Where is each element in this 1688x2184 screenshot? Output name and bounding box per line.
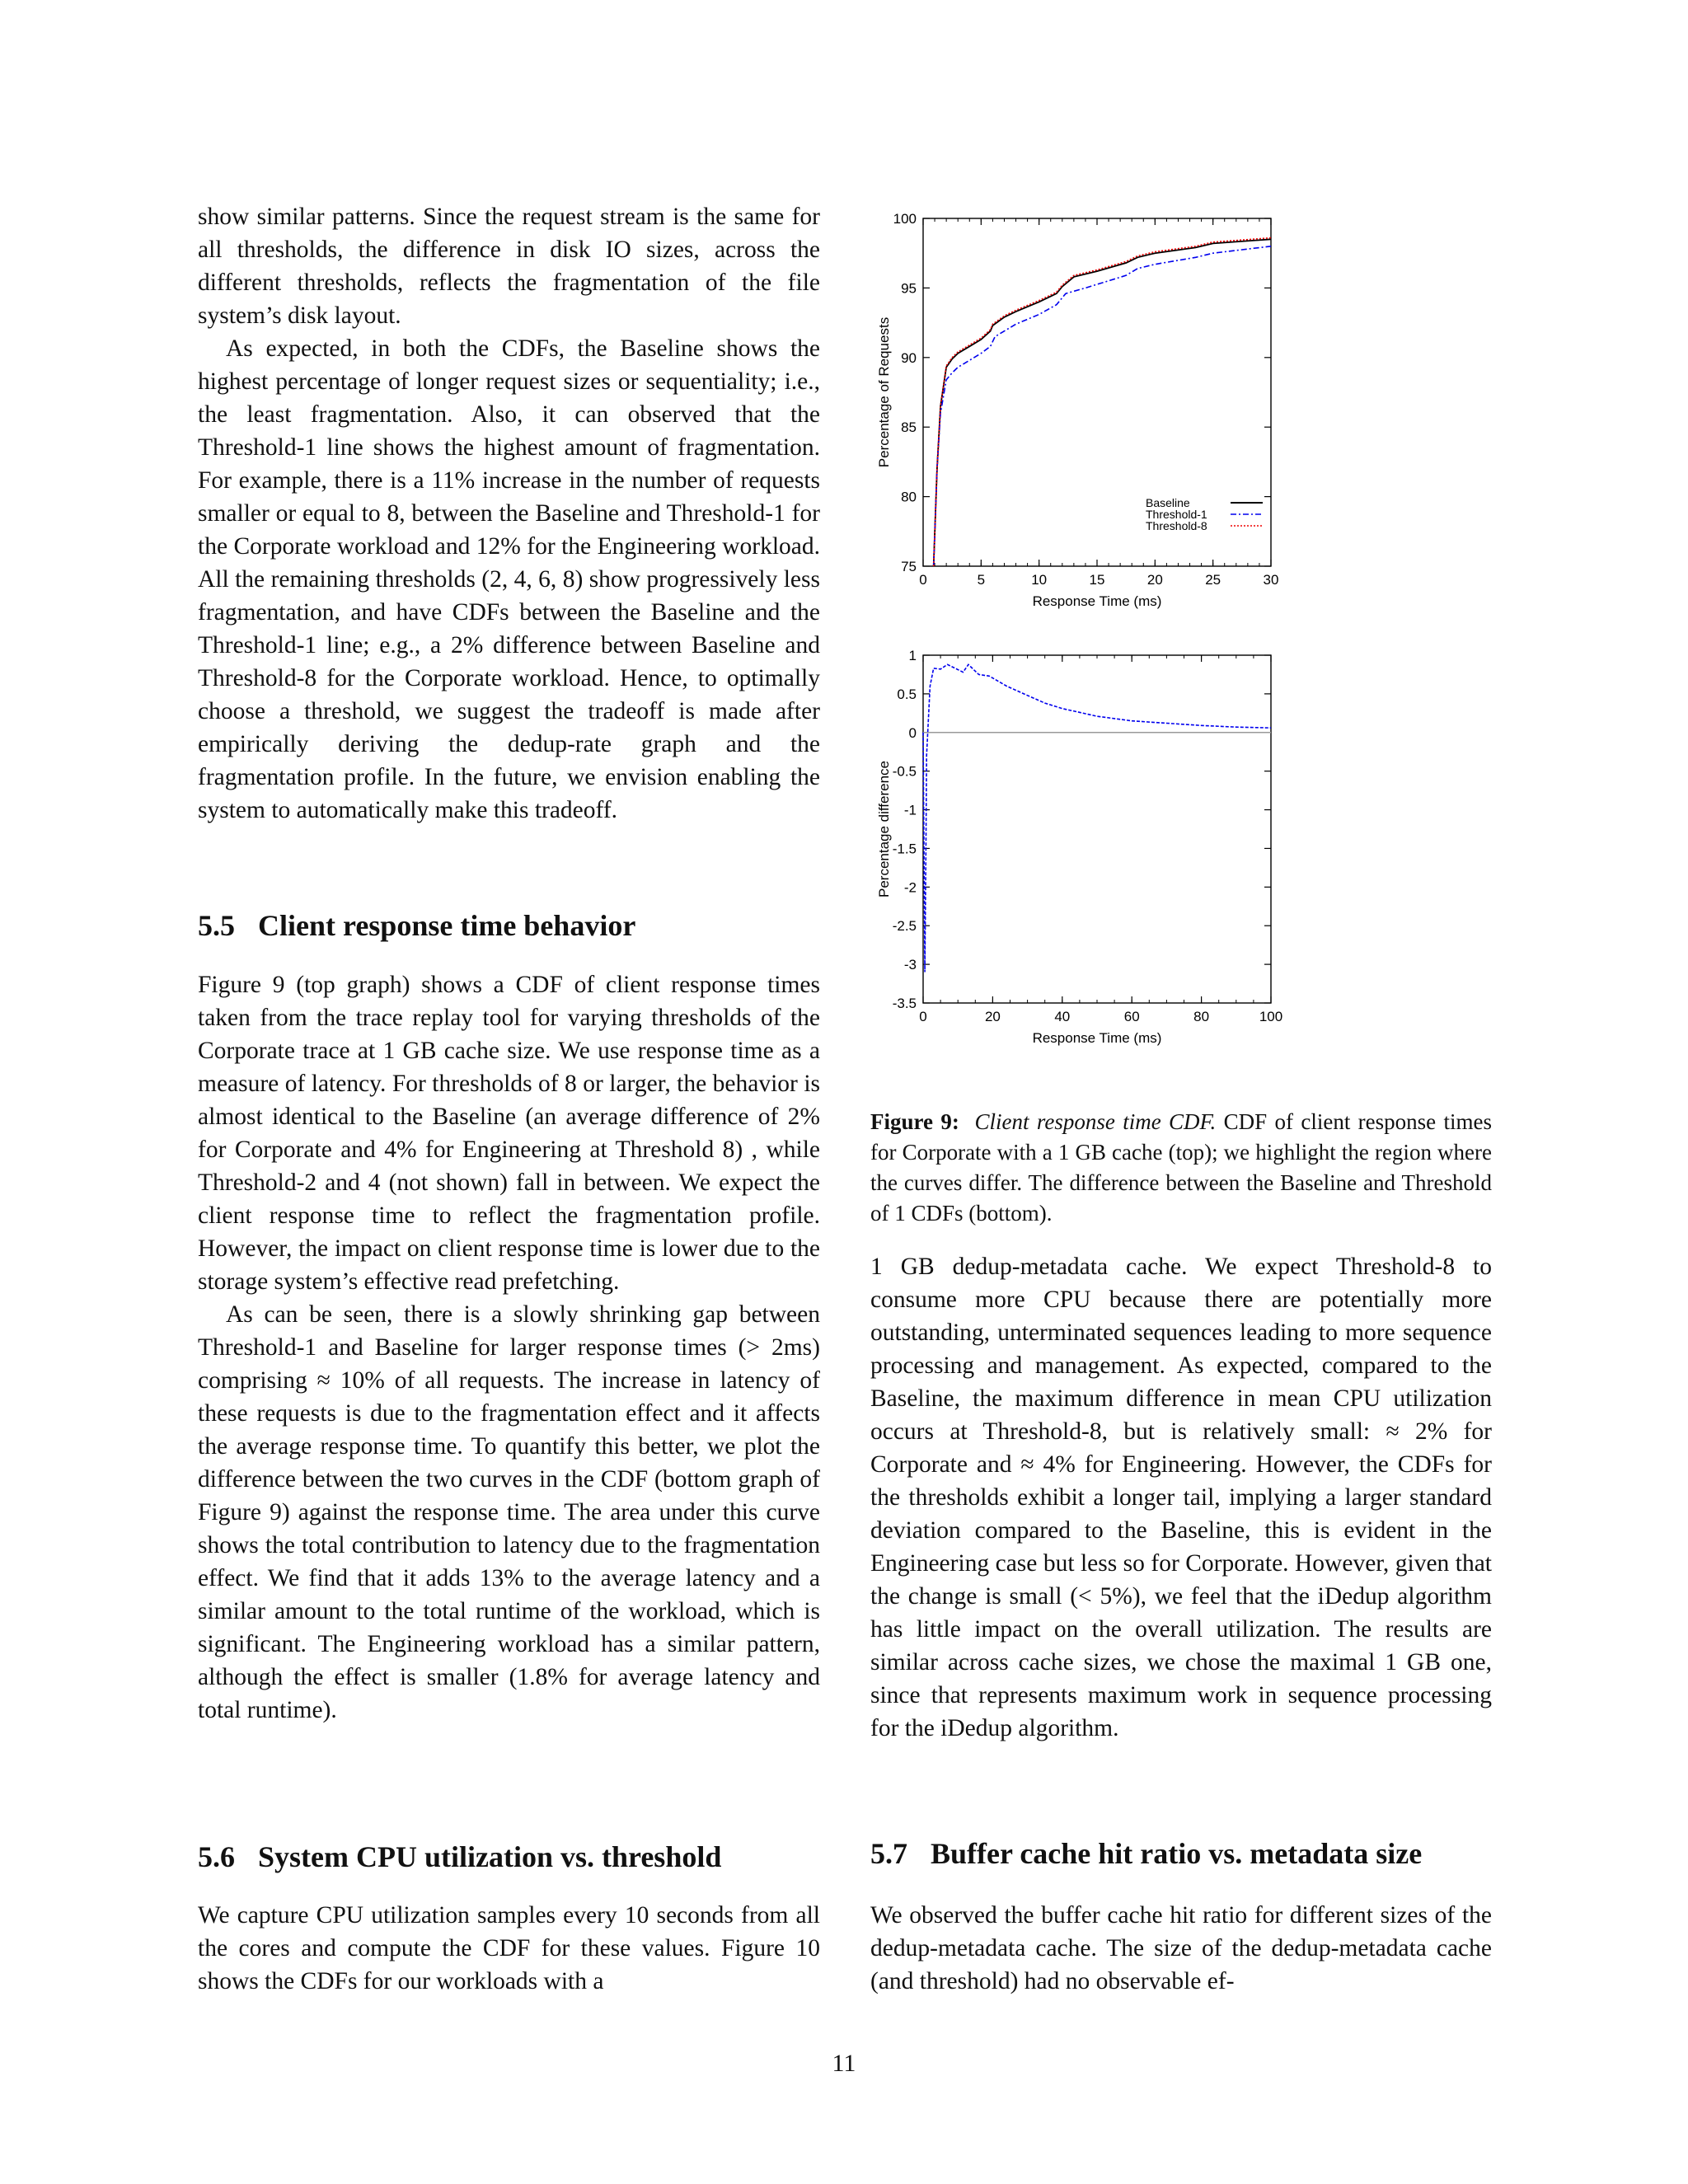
caption-label: Figure 9: bbox=[870, 1109, 959, 1134]
paragraph: Figure 9 (top graph) shows a CDF of client response times taken from the trace replay tool for varying thresholds of the Corporate trace at 1 GB cache size. We use response time as a measure of latency. For thresholds of 8 or larger, the behavior is almost identical to the Baseline (an average difference of 2% for Corporate and 4% for Engineering at Threshold 8) , while Threshold-2 and 4 (not shown) fall in between. We expect the client response time to reflect the fragmentation profile. However, the impact on client response time is lower due to the storage system’s effective read prefetching. bbox=[198, 972, 820, 1295]
x-tick-label: 40 bbox=[1054, 1009, 1071, 1024]
x-axis-label: Response Time (ms) bbox=[1032, 593, 1162, 609]
y-tick-label: -1.5 bbox=[892, 841, 917, 857]
x-tick-label: 0 bbox=[919, 572, 927, 588]
paragraph: show similar patterns. Since the request stream is the same for all thresholds, the difference in disk IO sizes, across the different thresholds, reflects the fragmentation of the file system’s disk layout. bbox=[198, 204, 820, 329]
legend-label: Threshold-8 bbox=[1146, 519, 1207, 532]
caption-text: CDF of client response times for Corporate with a 1 GB cache (top); we highlight the region where the curves differ. The difference between the Baseline and Threshold of 1 CDFs (bottom). bbox=[870, 1109, 1492, 1226]
section-number: 5.7 bbox=[870, 1837, 907, 1870]
y-tick-label: 85 bbox=[901, 419, 917, 436]
right-column-bottom bbox=[870, 1899, 1492, 1998]
y-tick-label: -2 bbox=[903, 879, 917, 896]
legend-label: Threshold-1 bbox=[1146, 508, 1207, 521]
left-column-top bbox=[198, 200, 820, 827]
paragraph: We observed the buffer cache hit ratio for different sizes of the dedup-metadata cache. The size of the dedup-metadata cache (and threshold) had no observable ef- bbox=[870, 1902, 1492, 1994]
cdf-chart-top bbox=[865, 198, 1492, 643]
page-number: 11 bbox=[832, 2050, 856, 2077]
difference-chart-bottom bbox=[865, 635, 1492, 1080]
left-column-middle bbox=[198, 968, 820, 1727]
series-line-threshold-1 bbox=[934, 246, 1271, 566]
section-title: Client response time behavior bbox=[258, 909, 636, 942]
x-tick-label: 5 bbox=[977, 572, 986, 588]
y-tick-label: 95 bbox=[901, 280, 917, 297]
caption-title: Client response time CDF. bbox=[974, 1109, 1217, 1134]
y-tick-label: 80 bbox=[901, 489, 917, 505]
section-heading-5-6 bbox=[198, 1840, 721, 1874]
series-line-baseline bbox=[934, 239, 1271, 566]
y-tick-label: 75 bbox=[901, 559, 917, 574]
right-column-top bbox=[870, 1250, 1492, 1745]
section-number: 5.5 bbox=[198, 909, 235, 942]
y-tick-label: -1 bbox=[903, 802, 917, 818]
section-number: 5.6 bbox=[198, 1840, 235, 1873]
x-tick-label: 30 bbox=[1263, 572, 1279, 588]
y-tick-label: 0.5 bbox=[897, 686, 917, 702]
section-heading-5-5 bbox=[198, 908, 635, 943]
x-tick-label: 20 bbox=[984, 1009, 1001, 1024]
paragraph: As can be seen, there is a slowly shrinking gap between Threshold-1 and Baseline for larger response times (> 2ms) comprising ≈ 10% of all requests. The increase in latency of these requests is due to the fragmentation effect and it affects the average response time. To quantify this better, we plot the difference between the two curves in the CDF (bottom graph of Figure 9) against the response time. The area under this curve shows the total contribution to latency due to the fragmentation effect. We find that it adds 13% to the average latency and a similar amount to the total runtime of the workload, which is significant. The Engineering workload has a similar pattern, although the effect is smaller (1.8% for average latency and total runtime). bbox=[198, 1301, 820, 1723]
x-tick-label: 25 bbox=[1205, 572, 1221, 588]
paragraph: 1 GB dedup-metadata cache. We expect Threshold-8 to consume more CPU because there are potentially more outstanding, unterminated sequences leading to more sequence processing and management. As expected, compared to the Baseline, the maximum difference in mean CPU utilization occurs at Threshold-8, but is relatively small: ≈ 2% for Corporate and ≈ 4% for Engineering. However, the CDFs for the thresholds exhibit a longer tail, implying a larger standard deviation compared to the Baseline, this is evident in the Engineering case but less so for Corporate. However, given that the change is small (< 5%), we feel that the iDedup algorithm has little impact on the overall utilization. The results are similar across cache sizes, we chose the maximal 1 GB one, since that represents maximum work in sequence processing for the iDedup algorithm. bbox=[870, 1254, 1492, 1741]
y-tick-label: -2.5 bbox=[892, 918, 917, 935]
x-tick-label: 20 bbox=[1146, 572, 1163, 588]
left-column-bottom bbox=[198, 1899, 820, 1998]
section-heading-5-7 bbox=[870, 1836, 1422, 1871]
legend-label: Baseline bbox=[1146, 496, 1190, 509]
y-tick-label: 100 bbox=[893, 211, 917, 227]
x-tick-label: 100 bbox=[1259, 1009, 1283, 1024]
y-axis-label: Percentage of Requests bbox=[876, 316, 892, 468]
paragraph: As expected, in both the CDFs, the Baseline shows the highest percentage of longer request sizes or sequentiality; i.e., the least fragmentation. Also, it can observed that the Threshold-1 line shows the highest amount of fragmentation. For example, there is a 11% increase in the number of requests smaller or equal to 8, between the Baseline and Threshold-1 for the Corporate workload and 12% for the Engineering workload. All the remaining thresholds (2, 4, 6, 8) show progressively less fragmentation, and have CDFs between the Baseline and the Threshold-1 line; e.g., a 2% difference between Baseline and Threshold-8 for the Corporate workload. Hence, to optimally choose a threshold, we suggest the tradeoff is made after empirically deriving the dedup-rate graph and the fragmentation profile. In the future, we envision enabling the system to automatically make this tradeoff. bbox=[198, 335, 820, 823]
section-title: Buffer cache hit ratio vs. metadata size bbox=[931, 1837, 1423, 1870]
y-tick-label: -3.5 bbox=[892, 996, 917, 1011]
x-tick-label: 10 bbox=[1031, 572, 1048, 588]
x-axis-label: Response Time (ms) bbox=[1032, 1030, 1162, 1046]
y-tick-label: 0 bbox=[908, 724, 917, 741]
series-line-baseline-threshold-1 bbox=[923, 664, 1271, 972]
y-tick-label: 90 bbox=[901, 349, 917, 366]
section-title: System CPU utilization vs. threshold bbox=[258, 1840, 722, 1873]
x-tick-label: 15 bbox=[1089, 572, 1105, 588]
x-tick-label: 80 bbox=[1193, 1009, 1210, 1024]
plot-frame bbox=[923, 655, 1271, 1003]
y-axis-label: Percentage difference bbox=[876, 760, 892, 898]
figure-caption bbox=[870, 1107, 1492, 1229]
y-tick-label: -3 bbox=[903, 957, 917, 973]
x-tick-label: 60 bbox=[1123, 1009, 1140, 1024]
x-tick-label: 0 bbox=[919, 1009, 927, 1024]
y-tick-label: -0.5 bbox=[892, 763, 917, 780]
paragraph: We capture CPU utilization samples every 10 seconds from all the cores and compute the CDF for these values. Figure 10 shows the CDFs for our workloads with a bbox=[198, 1902, 820, 1994]
series-line-threshold-8 bbox=[934, 238, 1271, 566]
y-tick-label: 1 bbox=[908, 648, 917, 663]
